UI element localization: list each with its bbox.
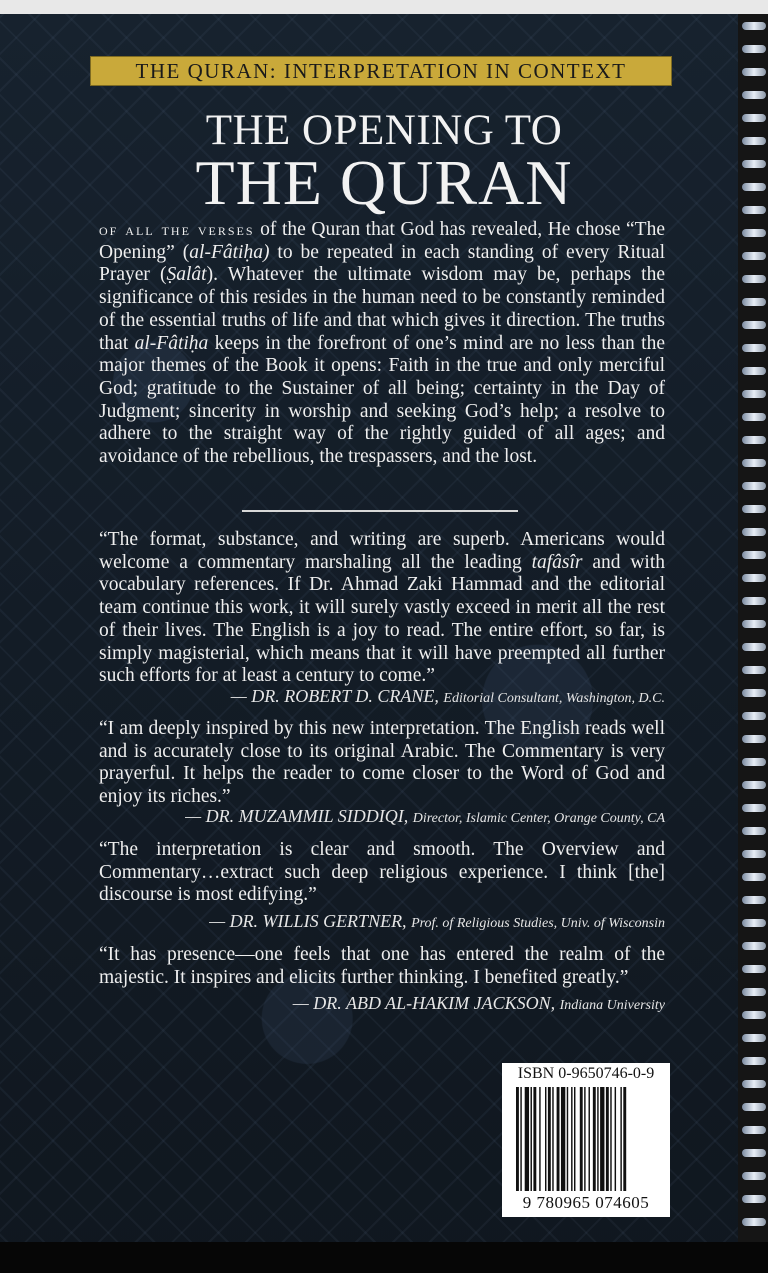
barcode-icon: [516, 1087, 656, 1191]
spiral-coil: [742, 528, 766, 536]
review-attribution-2: — DR. MUZAMMIL SIDDIQI, Director, Islamic Center, Orange County, CA: [185, 806, 665, 826]
spiral-coil: [742, 298, 766, 306]
spiral-coil: [742, 91, 766, 99]
isbn-barcode-box: [502, 1063, 670, 1217]
spiral-coil: [742, 827, 766, 835]
book-title-line-1: THE OPENING TO: [205, 107, 563, 154]
spiral-coil: [742, 689, 766, 697]
spiral-coil: [742, 137, 766, 145]
isbn-label: ISBN 0-9650746-0-9: [517, 1065, 655, 1082]
spiral-coil: [742, 1126, 766, 1134]
spiral-coil: [742, 850, 766, 858]
spiral-coil: [742, 873, 766, 881]
series-banner: [90, 56, 672, 86]
book-title-line-2: THE QURAN: [195, 147, 573, 218]
spiral-coil: [742, 413, 766, 421]
spiral-coil: [742, 344, 766, 352]
spiral-coil: [742, 574, 766, 582]
spiral-coil: [742, 390, 766, 398]
review-quote-4: “It has presence—one feels that one has entered the realm of the majestic. It inspires and elicits further thinking. I benefited greatly.”: [99, 944, 665, 988]
spiral-coil: [742, 1080, 766, 1088]
spiral-coil: [742, 505, 766, 513]
spiral-coil: [742, 206, 766, 214]
spiral-coil: [742, 551, 766, 559]
spiral-coil: [742, 160, 766, 168]
description-lead: of all the verses: [99, 220, 255, 239]
review-quote-2: “I am deeply inspired by this new interpretation. The English reads well and is accurately close to its original Arabic. The Commentary is very prayerful. It helps the reader to come closer to the Word of God and enjoy its riches.”: [99, 718, 665, 808]
spiral-coil: [742, 758, 766, 766]
spiral-coil: [742, 1034, 766, 1042]
spiral-coil: [742, 965, 766, 973]
spiral-coil: [742, 919, 766, 927]
spiral-coil: [742, 367, 766, 375]
review-attribution-4: — DR. ABD AL-HAKIM JACKSON, Indiana University: [292, 993, 665, 1013]
spiral-coil: [742, 459, 766, 467]
spiral-coil: [742, 229, 766, 237]
spiral-coil: [742, 482, 766, 490]
spiral-coil: [742, 896, 766, 904]
spiral-coil: [742, 275, 766, 283]
spiral-coil: [742, 942, 766, 950]
review-quote-3: “The interpretation is clear and smooth. The Overview and Commentary…extract such deep religious experience. I think [the] discourse is most edifying.”: [99, 839, 665, 906]
spiral-coil: [742, 1172, 766, 1180]
spiral-coil: [742, 666, 766, 674]
isbn-digits: 9 780965 074605: [522, 1193, 650, 1212]
spiral-coil: [742, 1011, 766, 1019]
spiral-binding: [738, 14, 768, 1242]
spiral-coil: [742, 1103, 766, 1111]
series-title: THE QURAN: INTERPRETATION IN CONTEXT: [135, 59, 627, 83]
spiral-coil: [742, 620, 766, 628]
spiral-coil: [742, 712, 766, 720]
description-paragraph: of all the verses of the Quran that God has revealed, He chose “The Opening” (al-Fâtiḥa) to be repeated in each standing of every Ritual Prayer (Ṣalât). Whatever the ultimate wisdom may be, perhaps the significance of this resides in the human need to be constantly reminded of the essential truths of life and that which gives it direction. The truths that al-Fâtiḥa keeps in the forefront of one’s mind are no less than the major themes of the Book it opens: Faith in the true and only merciful God; gratitude to the Sustainer of all being; certainty in the Day of Judgment; sincerity in worship and seeking God’s help; a resolve to adhere to the straight way of the rightly guided of all ages; and avoidance of the rebellious, the trespassers, and the lost.: [99, 219, 666, 468]
spiral-coil: [742, 45, 766, 53]
spiral-coil: [742, 68, 766, 76]
spiral-coil: [742, 321, 766, 329]
spiral-coil: [742, 988, 766, 996]
spiral-coil: [742, 597, 766, 605]
spiral-coil: [742, 735, 766, 743]
spiral-coil: [742, 436, 766, 444]
section-divider: [242, 510, 518, 512]
review-attribution-3: — DR. WILLIS GERTNER, Prof. of Religious Studies, Univ. of Wisconsin: [209, 911, 665, 931]
spiral-coil: [742, 1149, 766, 1157]
top-edge: [0, 0, 768, 14]
spiral-coil: [742, 252, 766, 260]
review-quote-1: “The format, substance, and writing are superb. Americans would welcome a commentary marshaling all the leading tafâsîr and with vocabulary references. If Dr. Ahmad Zaki Hammad and the editorial team continue this work, it will surely vastly exceed in merit all the rest of their lives. The English is a joy to read. The entire effort, so far, is simply magisterial, which means that it will have preempted all further such efforts for at least a century to come.”: [99, 529, 665, 687]
spiral-coil: [742, 1057, 766, 1065]
spiral-coil: [742, 781, 766, 789]
spiral-coil: [742, 22, 766, 30]
review-attribution-1: — DR. ROBERT D. CRANE, Editorial Consultant, Washington, D.C.: [230, 686, 665, 706]
spiral-coil: [742, 183, 766, 191]
spiral-coil: [742, 1218, 766, 1226]
bottom-edge: [0, 1242, 768, 1273]
spiral-coil: [742, 643, 766, 651]
spiral-coil: [742, 1195, 766, 1203]
spiral-coil: [742, 804, 766, 812]
spiral-coil: [742, 114, 766, 122]
